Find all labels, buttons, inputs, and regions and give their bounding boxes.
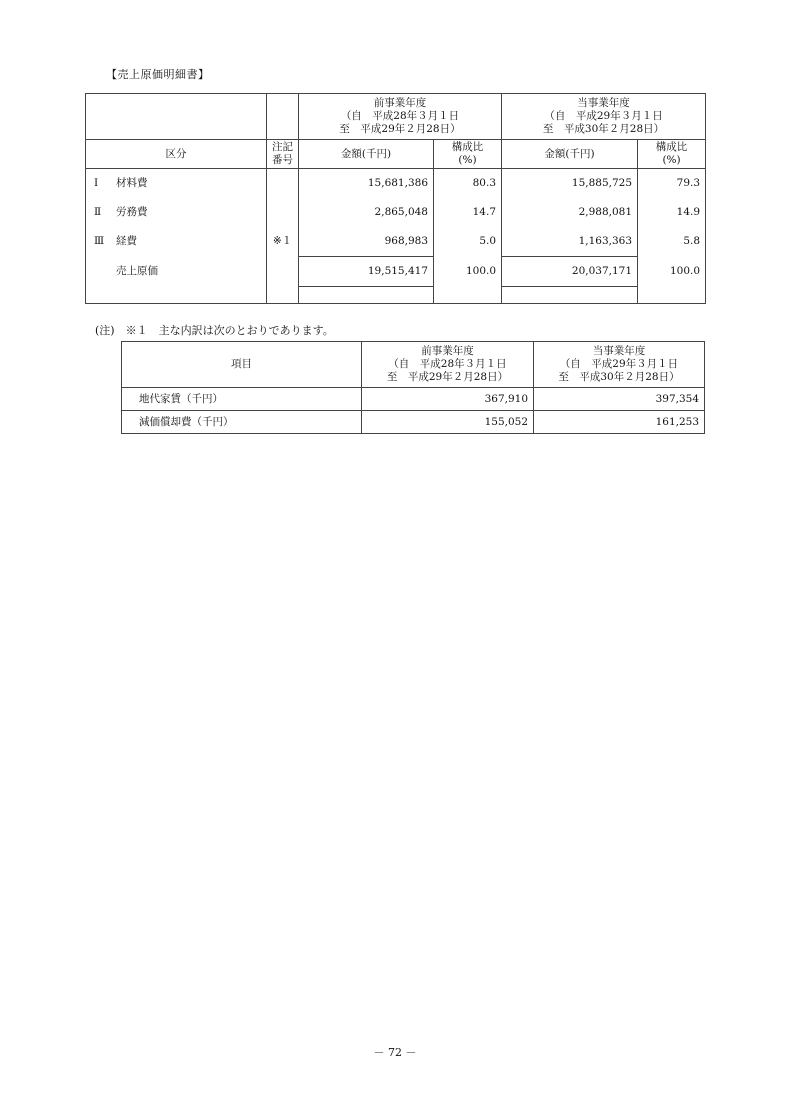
current-ratio: 79.3 (638, 169, 706, 199)
note-header: 注記 番号 (267, 140, 299, 169)
table-row (86, 227, 706, 257)
row-note (267, 257, 299, 287)
current-value: 161,253 (534, 411, 705, 434)
current-amount: 1,163,363 (502, 227, 638, 257)
prior-value: 155,052 (362, 411, 534, 434)
statement-title: 【売上原価明細書】 (106, 68, 210, 81)
table-row (86, 169, 706, 199)
row-label: 売上原価 (116, 265, 158, 277)
table-row (122, 411, 705, 434)
prior-amount: 2,865,048 (299, 198, 434, 227)
item-label: 減価償却費（千円） (122, 411, 362, 434)
current-amount: 20,037,171 (502, 257, 638, 287)
prior-ratio: 5.0 (434, 227, 502, 257)
row-roman: Ⅲ (94, 235, 105, 248)
row-label: 経費 (116, 235, 137, 248)
category-header: 区分 (86, 140, 267, 169)
header-blank (86, 94, 267, 140)
current-amount: 2,988,081 (502, 198, 638, 227)
current-period-header: 当事業年度 （自 平成29年３月１日 至 平成30年２月28日） (534, 342, 705, 388)
breakdown-table (121, 341, 705, 434)
header-blank-note (267, 94, 299, 140)
table-row (86, 198, 706, 227)
current-ratio: 14.9 (638, 198, 706, 227)
prior-value: 367,910 (362, 388, 534, 411)
prior-amount: 19,515,417 (299, 257, 434, 287)
current-ratio: 5.8 (638, 227, 706, 257)
current-value: 397,354 (534, 388, 705, 411)
current-ratio: 100.0 (638, 257, 706, 287)
row-roman: Ⅱ (94, 206, 102, 218)
item-header: 項目 (122, 342, 362, 388)
current-ratio-header: 構成比 (%) (638, 140, 706, 169)
current-period-header: 当事業年度 （自 平成29年３月１日 至 平成30年２月28日） (502, 94, 706, 140)
table-row-spacer (86, 287, 706, 304)
table-row (122, 388, 705, 411)
prior-period-header: 前事業年度 （自 平成28年３月１日 至 平成29年２月28日） (299, 94, 502, 140)
row-label: 材料費 (116, 177, 148, 189)
current-amount-header: 金額(千円) (502, 140, 638, 169)
row-note (267, 169, 299, 199)
prior-amount: 968,983 (299, 227, 434, 257)
prior-ratio-header: 構成比 (%) (434, 140, 502, 169)
current-amount: 15,885,725 (502, 169, 638, 199)
prior-amount: 15,681,386 (299, 169, 434, 199)
footnote: (注) ※１ 主な内訳は次のとおりであります。 (95, 324, 334, 337)
row-label: 労務費 (116, 206, 148, 218)
prior-ratio: 100.0 (434, 257, 502, 287)
prior-period-header: 前事業年度 （自 平成28年３月１日 至 平成29年２月28日） (362, 342, 534, 388)
item-label: 地代家賃（千円） (122, 388, 362, 411)
prior-ratio: 80.3 (434, 169, 502, 199)
row-roman: Ⅰ (94, 177, 99, 189)
row-note: ※１ (267, 227, 299, 257)
row-note (267, 198, 299, 227)
prior-amount-header: 金額(千円) (299, 140, 434, 169)
page-number: － 72 － (373, 1046, 417, 1059)
table-row-total (86, 257, 706, 287)
prior-ratio: 14.7 (434, 198, 502, 227)
cost-of-sales-table (85, 93, 706, 304)
